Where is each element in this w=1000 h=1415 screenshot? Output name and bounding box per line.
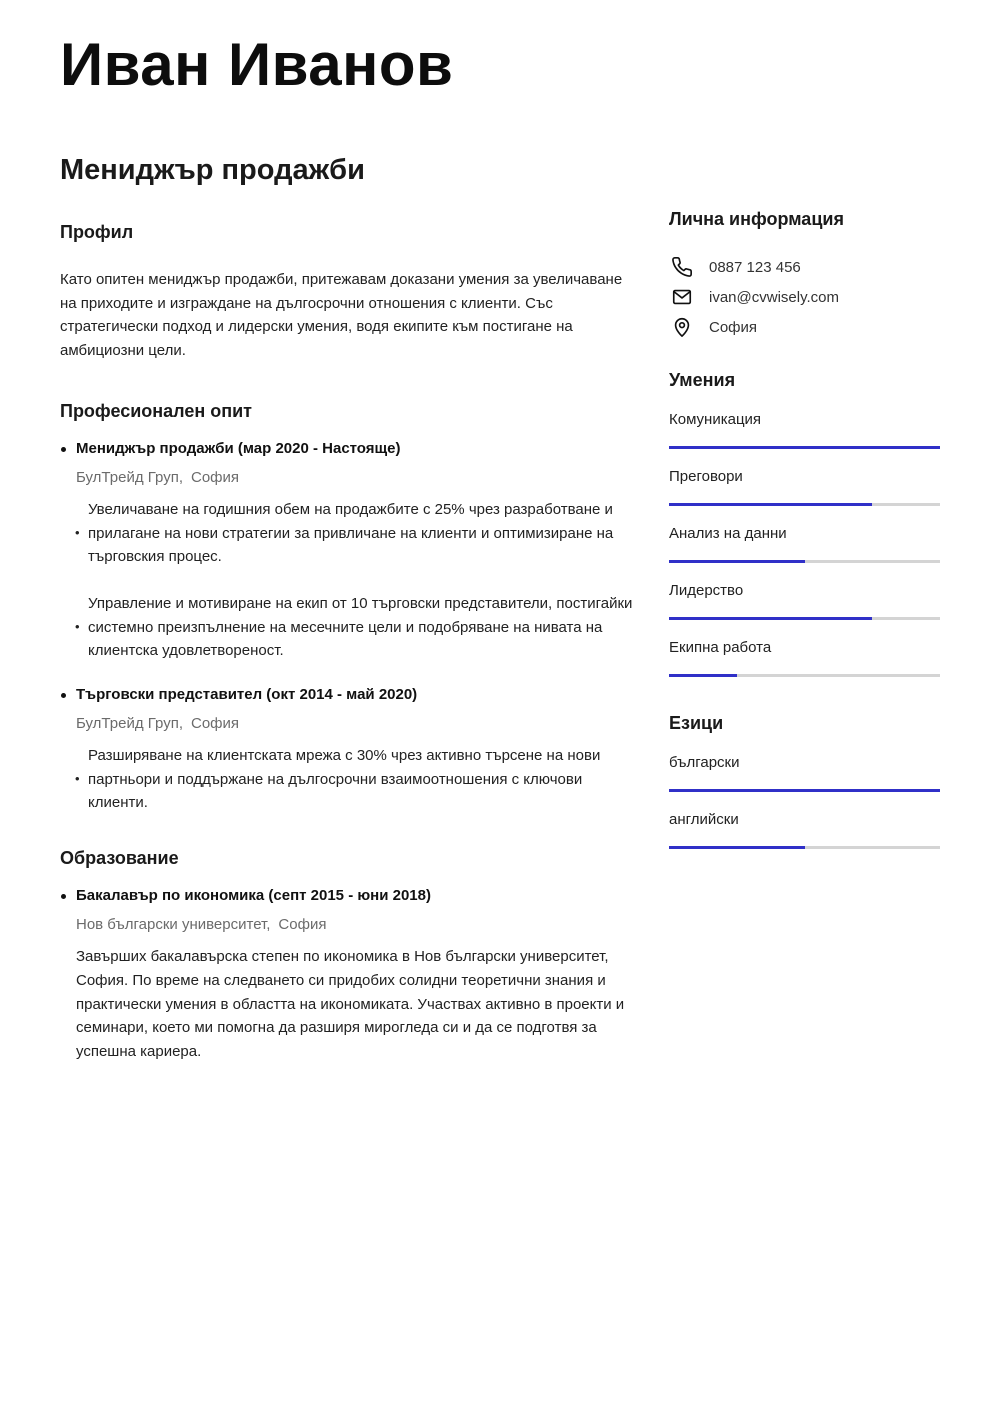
skill-level-bar [669,503,940,506]
skill-label: Преговори [669,468,743,485]
skill-label: Анализ на данни [669,525,787,542]
experience-heading: Мениджър продажби (мар 2020 - Настояще) [60,440,640,457]
company-name: БулТрейд Груп, [76,715,183,733]
company-city: София [191,715,240,733]
location-text: София [709,318,758,336]
experience-bullet: • Увеличаване на годишния обем на продажбите с 25% чрез разработване и прилагане на нови стратегии за привличане на клиенти и оптимизиране на търговския процес. [60,498,640,569]
contact-phone [669,252,941,282]
language-item [669,754,941,792]
sidebar [669,209,941,849]
company-name: БулТрейд Груп, [76,468,183,486]
profile-text: Като опитен мениджър продажби, притежавам доказани умения за увеличаване на приходите и изграждане на дългосрочни отношения с клиенти. Със стратегически подход и лидерски умения, водя екипите към постигане на амбициозни цели. [60,271,623,360]
education-section-title: Образование [60,848,179,869]
company-city: София [191,468,240,486]
skill-item [669,639,941,677]
skill-level-fill [669,446,940,449]
skill-item [669,582,941,620]
skill-level-bar [669,674,940,677]
skill-label: Лидерство [669,582,744,599]
language-item [669,811,941,849]
experience-heading: Търговски представител (окт 2014 - май 2020) [60,686,640,703]
main-column [60,222,640,1064]
experience-company-line [60,469,640,486]
experience-entry [60,440,640,663]
contact-location [669,312,941,342]
education-description: Завърших бакалавърска степен по икономика в Нов български университет, София. По време на следването си придобих солидни теоретични знания и практически умения в областта на икономиката. Участвах активно в проекти и семинари, което ми помогна да разширя мирогледа си и да се подготвя за успешна кариера. [76,948,625,1060]
languages-section-title: Езици [669,713,724,733]
language-label: български [669,754,740,771]
experience-entry [60,686,640,815]
skills-list [669,411,941,677]
language-level-fill [669,789,940,792]
skill-item [669,411,941,449]
skill-item [669,468,941,506]
skill-level-bar [669,446,940,449]
language-level-bar [669,789,940,792]
job-title: Мениджър продажби [60,154,365,186]
experience-section-title: Професионален опит [60,400,252,421]
location-pin-icon [669,314,695,340]
contact-list [669,252,941,342]
email-address: ivan@cvwisely.com [709,288,839,306]
phone-icon [669,254,695,280]
language-level-bar [669,846,940,849]
experience-bullet: • Управление и мотивиране на екип от 10 търговски представители, постигайки системно преизпълнение на месечните цели и подобряване на нивата на клиентска удовлетвореност. [60,592,640,663]
contact-email [669,282,941,312]
experience-bullets [60,744,640,815]
skill-label: Комуникация [669,411,762,428]
skill-level-bar [669,617,940,620]
profile-section-title: Профил [60,222,134,242]
language-level-fill [669,846,805,849]
education-heading: Бакалавър по икономика (септ 2015 - юни 2018) [60,887,640,904]
languages-list [669,754,941,849]
education-entry [60,887,640,1064]
experience-company-line [60,715,640,732]
skill-level-fill [669,503,872,506]
experience-bullets [60,498,640,663]
skill-level-fill [669,674,737,677]
institution-city: София [278,916,327,934]
skill-level-bar [669,560,940,563]
institution-name: Нов български университет, [76,916,271,934]
language-label: английски [669,811,739,828]
education-institution-line [60,916,640,933]
skill-item [669,525,941,563]
skill-level-fill [669,560,805,563]
skill-label: Екипна работа [669,639,772,656]
mail-icon [669,284,695,310]
skills-section-title: Умения [669,370,736,390]
skill-level-fill [669,617,872,620]
candidate-name: Иван Иванов [60,31,454,98]
phone-number: 0887 123 456 [709,258,801,276]
personal-info-title: Лична информация [669,209,844,229]
experience-bullet: • Разширяване на клиентската мрежа с 30% чрез активно търсене на нови партньори и поддържане на дългосрочни взаимоотношения с ключови клиенти. [60,744,640,815]
